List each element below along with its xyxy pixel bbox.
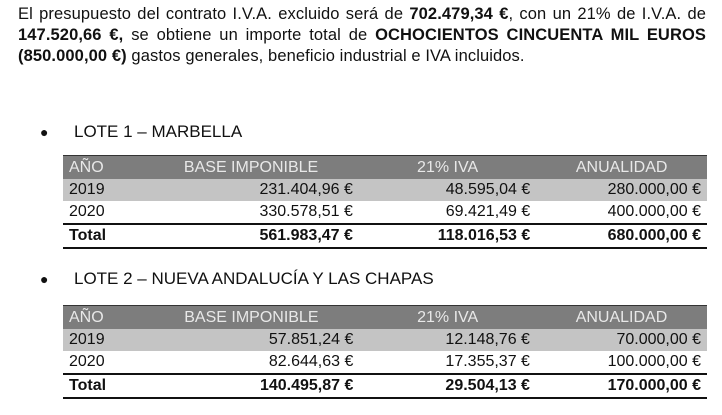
lote-2-title: LOTE 2 – NUEVA ANDALUCÍA Y LAS CHAPAS [74, 269, 434, 288]
cell-base: 57.851,24 € [268, 331, 354, 348]
cell-year: 2019 [69, 331, 105, 348]
table-row [63, 179, 707, 201]
bullet-icon: ● [40, 124, 49, 140]
header-year: AÑO [63, 306, 176, 330]
header-base: BASE IMPONIBLE [176, 156, 359, 180]
lote-1-table [63, 155, 707, 249]
table-header-row [63, 306, 707, 330]
header-annuity: ANUALIDAD [536, 156, 707, 180]
lote-1-heading [40, 121, 242, 143]
cell-year: 2019 [69, 181, 105, 198]
header-year: AÑO [63, 156, 176, 180]
table-row [63, 351, 707, 374]
cell-year: 2020 [69, 203, 105, 220]
cell-total-label: Total [63, 374, 176, 398]
cell-total-label: Total [63, 224, 176, 248]
cell-base: 330.578,51 € [259, 203, 353, 220]
lote-1-title: LOTE 1 – MARBELLA [74, 122, 243, 141]
cell-annuity: 400.000,00 € [607, 203, 701, 220]
intro-text-2: , con un 21% de I.V.A. de [508, 5, 706, 23]
cell-base: 231.404,96 € [259, 181, 353, 198]
cell-annuity: 280.000,00 € [607, 181, 701, 198]
cell-annuity: 70.000,00 € [616, 331, 701, 348]
budget-amount: 702.479,34 € [409, 5, 509, 23]
intro-paragraph [18, 4, 706, 67]
total-row [63, 374, 707, 398]
table-row [63, 329, 707, 351]
lote-2-heading [40, 268, 434, 290]
intro-text-4: gastos generales, beneficio industrial e IVA incluidos. [126, 47, 525, 65]
cell-total-annuity: 680.000,00 € [536, 224, 707, 248]
intro-text-3: se obtiene un importe total de [123, 26, 376, 44]
cell-iva: 69.421,49 € [445, 203, 531, 220]
table-header-row [63, 156, 707, 180]
header-iva: 21% IVA [359, 306, 536, 330]
cell-total-base: 561.983,47 € [176, 224, 359, 248]
cell-total-base: 140.495,87 € [176, 374, 359, 398]
cell-iva: 48.595,04 € [445, 181, 531, 198]
total-row [63, 224, 707, 248]
cell-total-annuity: 170.000,00 € [536, 374, 707, 398]
intro-text-1: El presupuesto del contrato I.V.A. excluido será de [18, 5, 410, 23]
cell-base: 82.644,63 € [268, 353, 354, 370]
table-row [63, 201, 707, 224]
total-amount-words: OCHOCIENTOS CINCUENTA MIL EUROS (850.000,00 €) [18, 26, 707, 65]
cell-total-iva: 29.504,13 € [359, 374, 536, 398]
lote-2-table [63, 305, 707, 399]
vat-amount: 147.520,66 €, [18, 26, 124, 44]
cell-annuity: 100.000,00 € [607, 353, 701, 370]
cell-total-iva: 118.016,53 € [359, 224, 536, 248]
header-iva: 21% IVA [359, 156, 536, 180]
header-base: BASE IMPONIBLE [176, 306, 359, 330]
cell-iva: 12.148,76 € [445, 331, 530, 348]
header-annuity: ANUALIDAD [536, 306, 707, 330]
bullet-icon: ● [40, 271, 49, 287]
cell-iva: 17.355,37 € [445, 353, 530, 370]
cell-year: 2020 [69, 353, 105, 370]
